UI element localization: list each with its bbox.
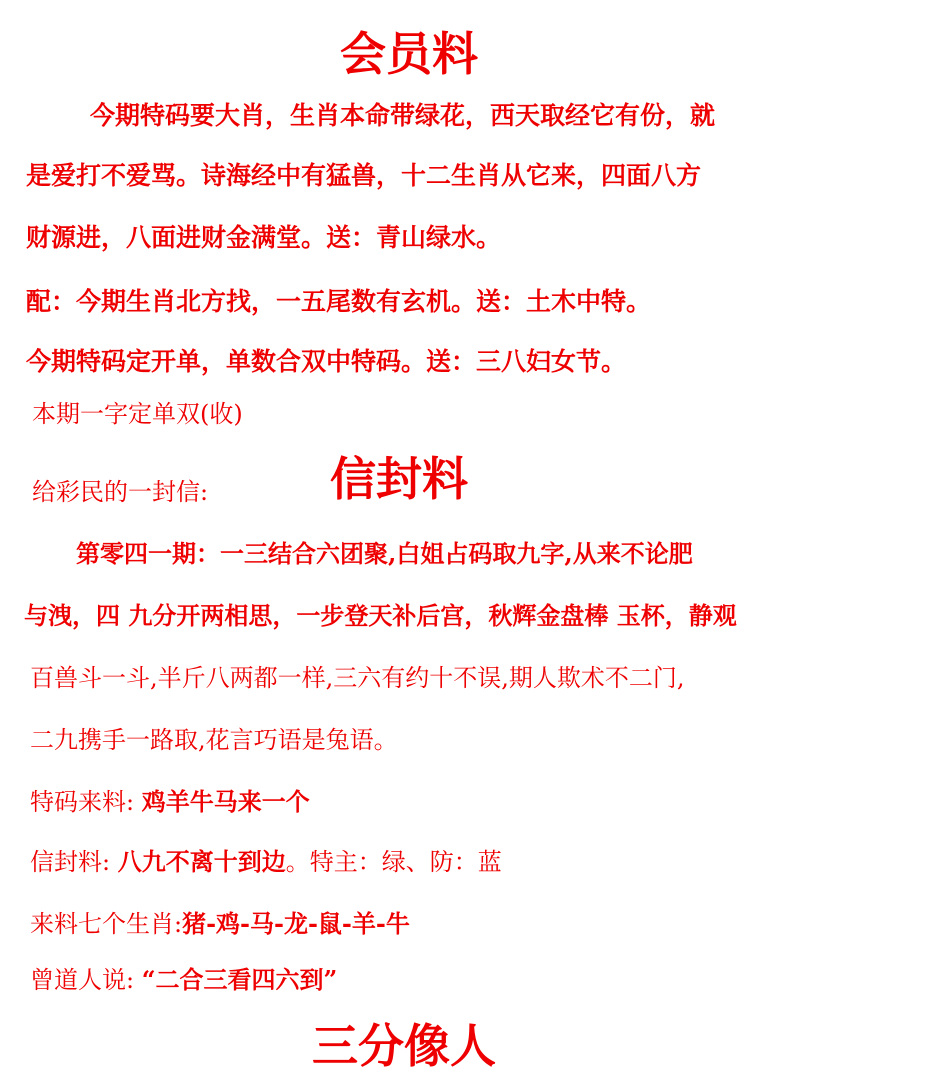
bottom-title: 三分像人 (312, 1019, 496, 1073)
saying-line (30, 960, 337, 995)
special-code-value: 鸡羊牛马来一个 (141, 787, 310, 816)
member-line-2: 是爱打不爱骂。诗海经中有猛兽，十二生肖从它来，四面八方 (26, 161, 702, 190)
member-line-5: 今期特码定开单，单数合双中特码。送：三八妇女节。 (26, 347, 627, 376)
letter-line-4: 二九携手一路取,花言巧语是兔语。 (30, 726, 398, 754)
member-line-3: 财源进，八面进财金满堂。送：青山绿水。 (26, 223, 502, 252)
envelope-label: 信封料: (30, 848, 111, 876)
envelope-extra: 。特主：绿、防：蓝 (285, 848, 502, 876)
letter-line-3: 百兽斗一斗,半斤八两都一样,三六有约十不误,期人欺术不二门, (30, 664, 685, 692)
letter-heading: 给彩民的一封信: (32, 478, 209, 506)
special-code-label: 特码来料: (30, 788, 135, 816)
member-line-6: 本期一字定单双(收) (32, 400, 243, 428)
member-line-4: 配：今期生肖北方找，一五尾数有玄机。送：土木中特。 (26, 287, 652, 316)
envelope-value: 八九不离十到边 (117, 847, 286, 876)
zodiac-label: 来料七个生肖: (30, 910, 183, 938)
member-line-1: 今期特码要大肖，生肖本命带绿花，西天取经它有份，就 (90, 101, 716, 130)
zodiac-line (30, 904, 410, 939)
zodiac-value: 猪-鸡-马-龙-鼠-羊-牛 (182, 909, 410, 938)
saying-label: 曾道人说: (30, 966, 135, 994)
envelope-line (30, 842, 502, 877)
member-title: 会员料 (340, 27, 478, 81)
envelope-title: 信封料 (330, 452, 468, 506)
special-code-line (30, 782, 310, 817)
letter-line-1: 第零四一期：一三结合六团聚,白姐占码取九字,从来不论肥 (76, 539, 693, 568)
letter-line-2: 与洩，四 九分开两相思，一步登天补后宫，秋辉金盘棒 玉杯，静观 (24, 601, 737, 630)
saying-value: “二合三看四六到” (141, 965, 338, 994)
